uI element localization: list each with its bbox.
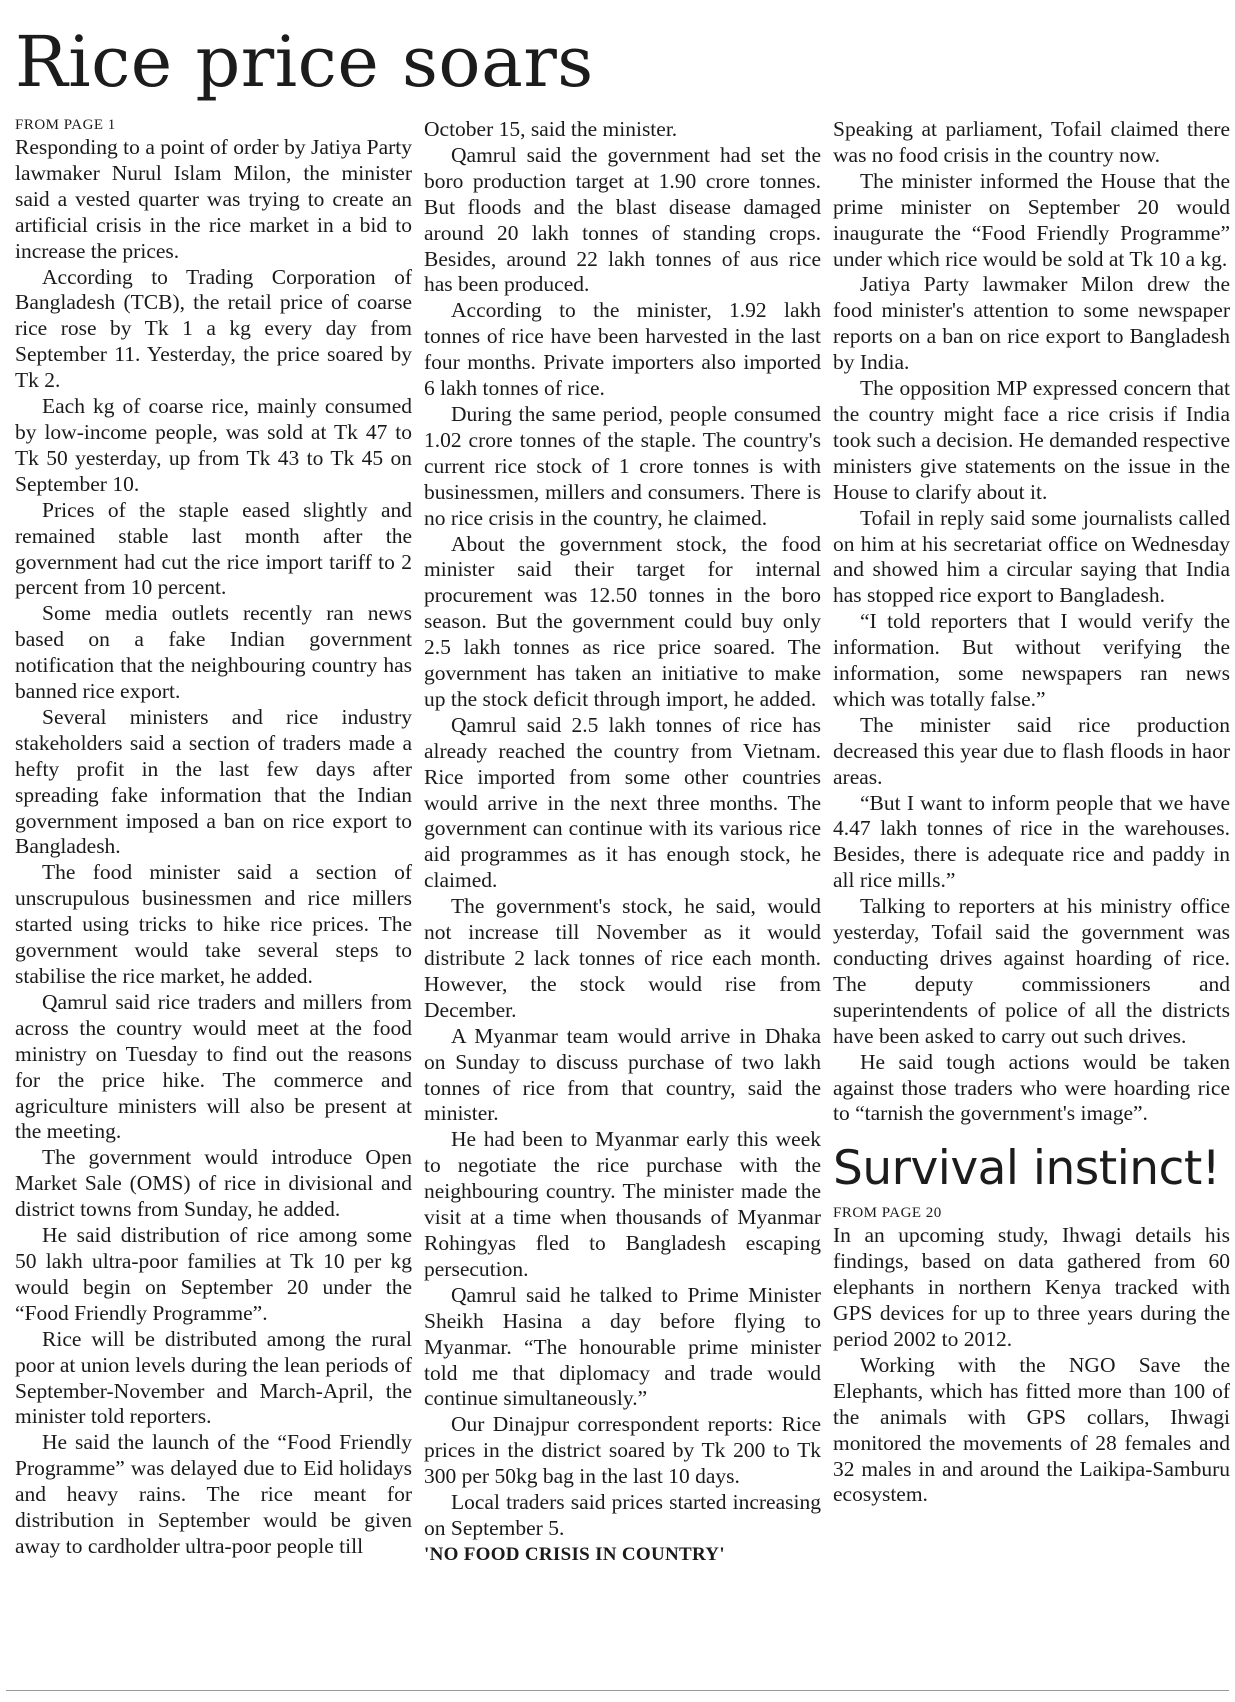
paragraph: The opposition MP expressed concern that the country might face a rice crisis if India took such a decision. He demanded respective ministers give statements on the issue in the House to clarify about it. bbox=[833, 376, 1231, 504]
kicker-from-page-20: FROM PAGE 20 bbox=[833, 1205, 942, 1222]
paragraph: Working with the NGO Save the Elephants, which has fitted more than 100 of the animals with GPS collars, Ihwagi monitored the movements of 28 females and 32 males in and around the Laikipa-Samburu ecosystem. bbox=[833, 1352, 1230, 1507]
paragraph: Prices of the staple eased slightly and remained stable last month after the government had cut the rice import tariff to 2 percent from 10 percent. bbox=[15, 497, 412, 600]
paragraph: In an upcoming study, Ihwagi details his findings, based on data gathered from 60 elephants in northern Kenya tracked with GPS devices for up to three years during the period 2002 to 2012. bbox=[833, 1223, 1230, 1351]
headline-survival-instinct: Survival instinct! bbox=[833, 1141, 1221, 1197]
paragraph: Responding to a point of order by Jatiya Party lawmaker Nurul Islam Milon, the minister said a vested quarter was trying to create an artificial crisis in the rice market in a bid to increase the prices. bbox=[15, 135, 412, 263]
paragraph: He said the launch of the “Food Friendly Programme” was delayed due to Eid holidays and heavy rains. The rice meant for distribution in September would be given away to cardholder ultra-poor people till bbox=[15, 1430, 412, 1558]
paragraph: Talking to reporters at his ministry office yesterday, Tofail said the government was conducting drives against hoarding of rice. The deputy commissioners and superintendents of police of all the districts have been asked to carry out such drives. bbox=[833, 894, 1230, 1048]
column-2 bbox=[424, 117, 821, 1567]
paragraph: The food minister said a section of unscrupulous businessmen and rice millers started using tricks to hike rice prices. The government would take several steps to stabilise the rice market, he added. bbox=[15, 860, 412, 988]
column-1 bbox=[15, 117, 412, 1560]
kicker-from-page-1: FROM PAGE 1 bbox=[15, 117, 116, 133]
paragraph: Qamrul said the government had set the boro production target at 1.90 crore tonnes. But floods and the blast disease damaged around 20 lakh tonnes of standing crops. Besides, around 22 lakh tonnes of aus rice has been produced. bbox=[424, 142, 821, 297]
paragraph: A Myanmar team would arrive in Dhaka on Sunday to discuss purchase of two lakh tonnes of rice from that country, said the minister. bbox=[424, 1023, 821, 1126]
paragraph: Our Dinajpur correspondent reports: Rice prices in the district soared by Tk 200 to Tk 300 per 50kg bag in the last 10 days. bbox=[424, 1412, 821, 1489]
paragraph: The government's stock, he said, would not increase till November as it would distribute 2 lack tonnes of rice each month. However, the stock would rise from December. bbox=[424, 894, 821, 1022]
paragraph: During the same period, people consumed 1.02 crore tonnes of the staple. The country's current rice stock of 1 crore tonnes is with businessmen, millers and consumers. There is no rice crisis in the country, he claimed. bbox=[424, 401, 821, 530]
paragraph: Qamrul said he talked to Prime Minister Sheikh Hasina a day before flying to Myanmar. “The honourable prime minister told me that diplomacy and trade would continue simultaneously.” bbox=[424, 1282, 821, 1411]
paragraph: Local traders said prices started increasing on September 5. bbox=[424, 1490, 821, 1540]
bottom-rule bbox=[6, 1690, 1229, 1691]
paragraph: About the government stock, the food minister said their target for internal procurement was 12.50 tonnes in the boro season. But the government could buy only 2.5 lakh tonnes as rice price soared. The government has taken an initiative to make up the stock deficit through import, he added. bbox=[424, 531, 821, 711]
paragraph: According to Trading Corporation of Bangladesh (TCB), the retail price of coarse rice rose by Tk 1 a kg every day from September 11. Yesterday, the price soared by Tk 2. bbox=[15, 264, 412, 393]
paragraph: He said tough actions would be taken against those traders who were hoarding rice to “tarnish the government's image”. bbox=[833, 1049, 1230, 1126]
headline: Rice price soars bbox=[15, 21, 594, 103]
paragraph: Each kg of coarse rice, mainly consumed by low-income people, was sold at Tk 47 to Tk 50 yesterday, up from Tk 43 to Tk 45 on September 10. bbox=[15, 394, 412, 496]
paragraph: He had been to Myanmar early this week to negotiate the rice purchase with the neighbouring country. The minister made the visit at a time when thousands of Myanmar Rohingyas fled to Bangladesh escaping persecution. bbox=[424, 1127, 821, 1281]
paragraph: Qamrul said rice traders and millers from across the country would meet at the food ministry on Tuesday to find out the reasons for the price hike. The commerce and agriculture ministers will also be present at the meeting. bbox=[15, 989, 412, 1144]
paragraph: “I told reporters that I would verify the information. But without verifying the information, some newspapers ran news which was totally false.” bbox=[833, 609, 1230, 711]
paragraph: Some media outlets recently ran news based on a fake Indian government notification that the neighbouring country has banned rice export. bbox=[15, 601, 412, 704]
paragraph: “But I want to inform people that we have 4.47 lakh tonnes of rice in the warehouses. Besides, there is adequate rice and paddy in all rice mills.” bbox=[833, 790, 1230, 893]
paragraph: October 15, said the minister. bbox=[424, 117, 678, 141]
paragraph: The government would introduce Open Market Sale (OMS) of rice in divisional and district towns from Sunday, he added. bbox=[15, 1145, 412, 1222]
paragraph: Jatiya Party lawmaker Milon drew the food minister's attention to some newspaper reports on a ban on rice export to Bangladesh by India. bbox=[833, 272, 1230, 375]
paragraph: Speaking at parliament, Tofail claimed there was no food crisis in the country now. bbox=[833, 117, 1230, 167]
paragraph: Tofail in reply said some journalists called on him at his secretariat office on Wednesday and showed him a circular saying that India has stopped rice export to Bangladesh. bbox=[833, 505, 1230, 608]
paragraph: Qamrul said 2.5 lakh tonnes of rice has already reached the country from Vietnam. Rice imported from some other countries would arrive in the next three months. The government can continue with its various rice aid programmes as it has enough stock, he claimed. bbox=[424, 712, 821, 893]
paragraph: Rice will be distributed among the rural poor at union levels during the lean periods of September-November and March-April, the minister told reporters. bbox=[15, 1326, 412, 1429]
paragraph: According to the minister, 1.92 lakh tonnes of rice have been harvested in the last four months. Private importers also imported 6 lakh tonnes of rice. bbox=[424, 298, 821, 401]
paragraph: The minister said rice production decreased this year due to flash floods in haor areas. bbox=[833, 712, 1230, 789]
paragraph: The minister informed the House that the prime minister on September 20 would inaugurate the “Food Friendly Programme” under which rice would be sold at Tk 10 a kg. bbox=[833, 168, 1230, 271]
paragraph: He said distribution of rice among some 50 lakh ultra-poor families at Tk 10 per kg would begin on September 20 under the “Food Friendly Programme”. bbox=[15, 1223, 412, 1325]
column-3 bbox=[833, 117, 1230, 1508]
subhead-no-food-crisis: 'NO FOOD CRISIS IN COUNTRY' bbox=[424, 1543, 725, 1565]
paragraph: Several ministers and rice industry stakeholders said a section of traders made a hefty profit in the last few days after spreading fake information that the Indian government imposed a ban on rice export to Bangladesh. bbox=[15, 704, 412, 859]
